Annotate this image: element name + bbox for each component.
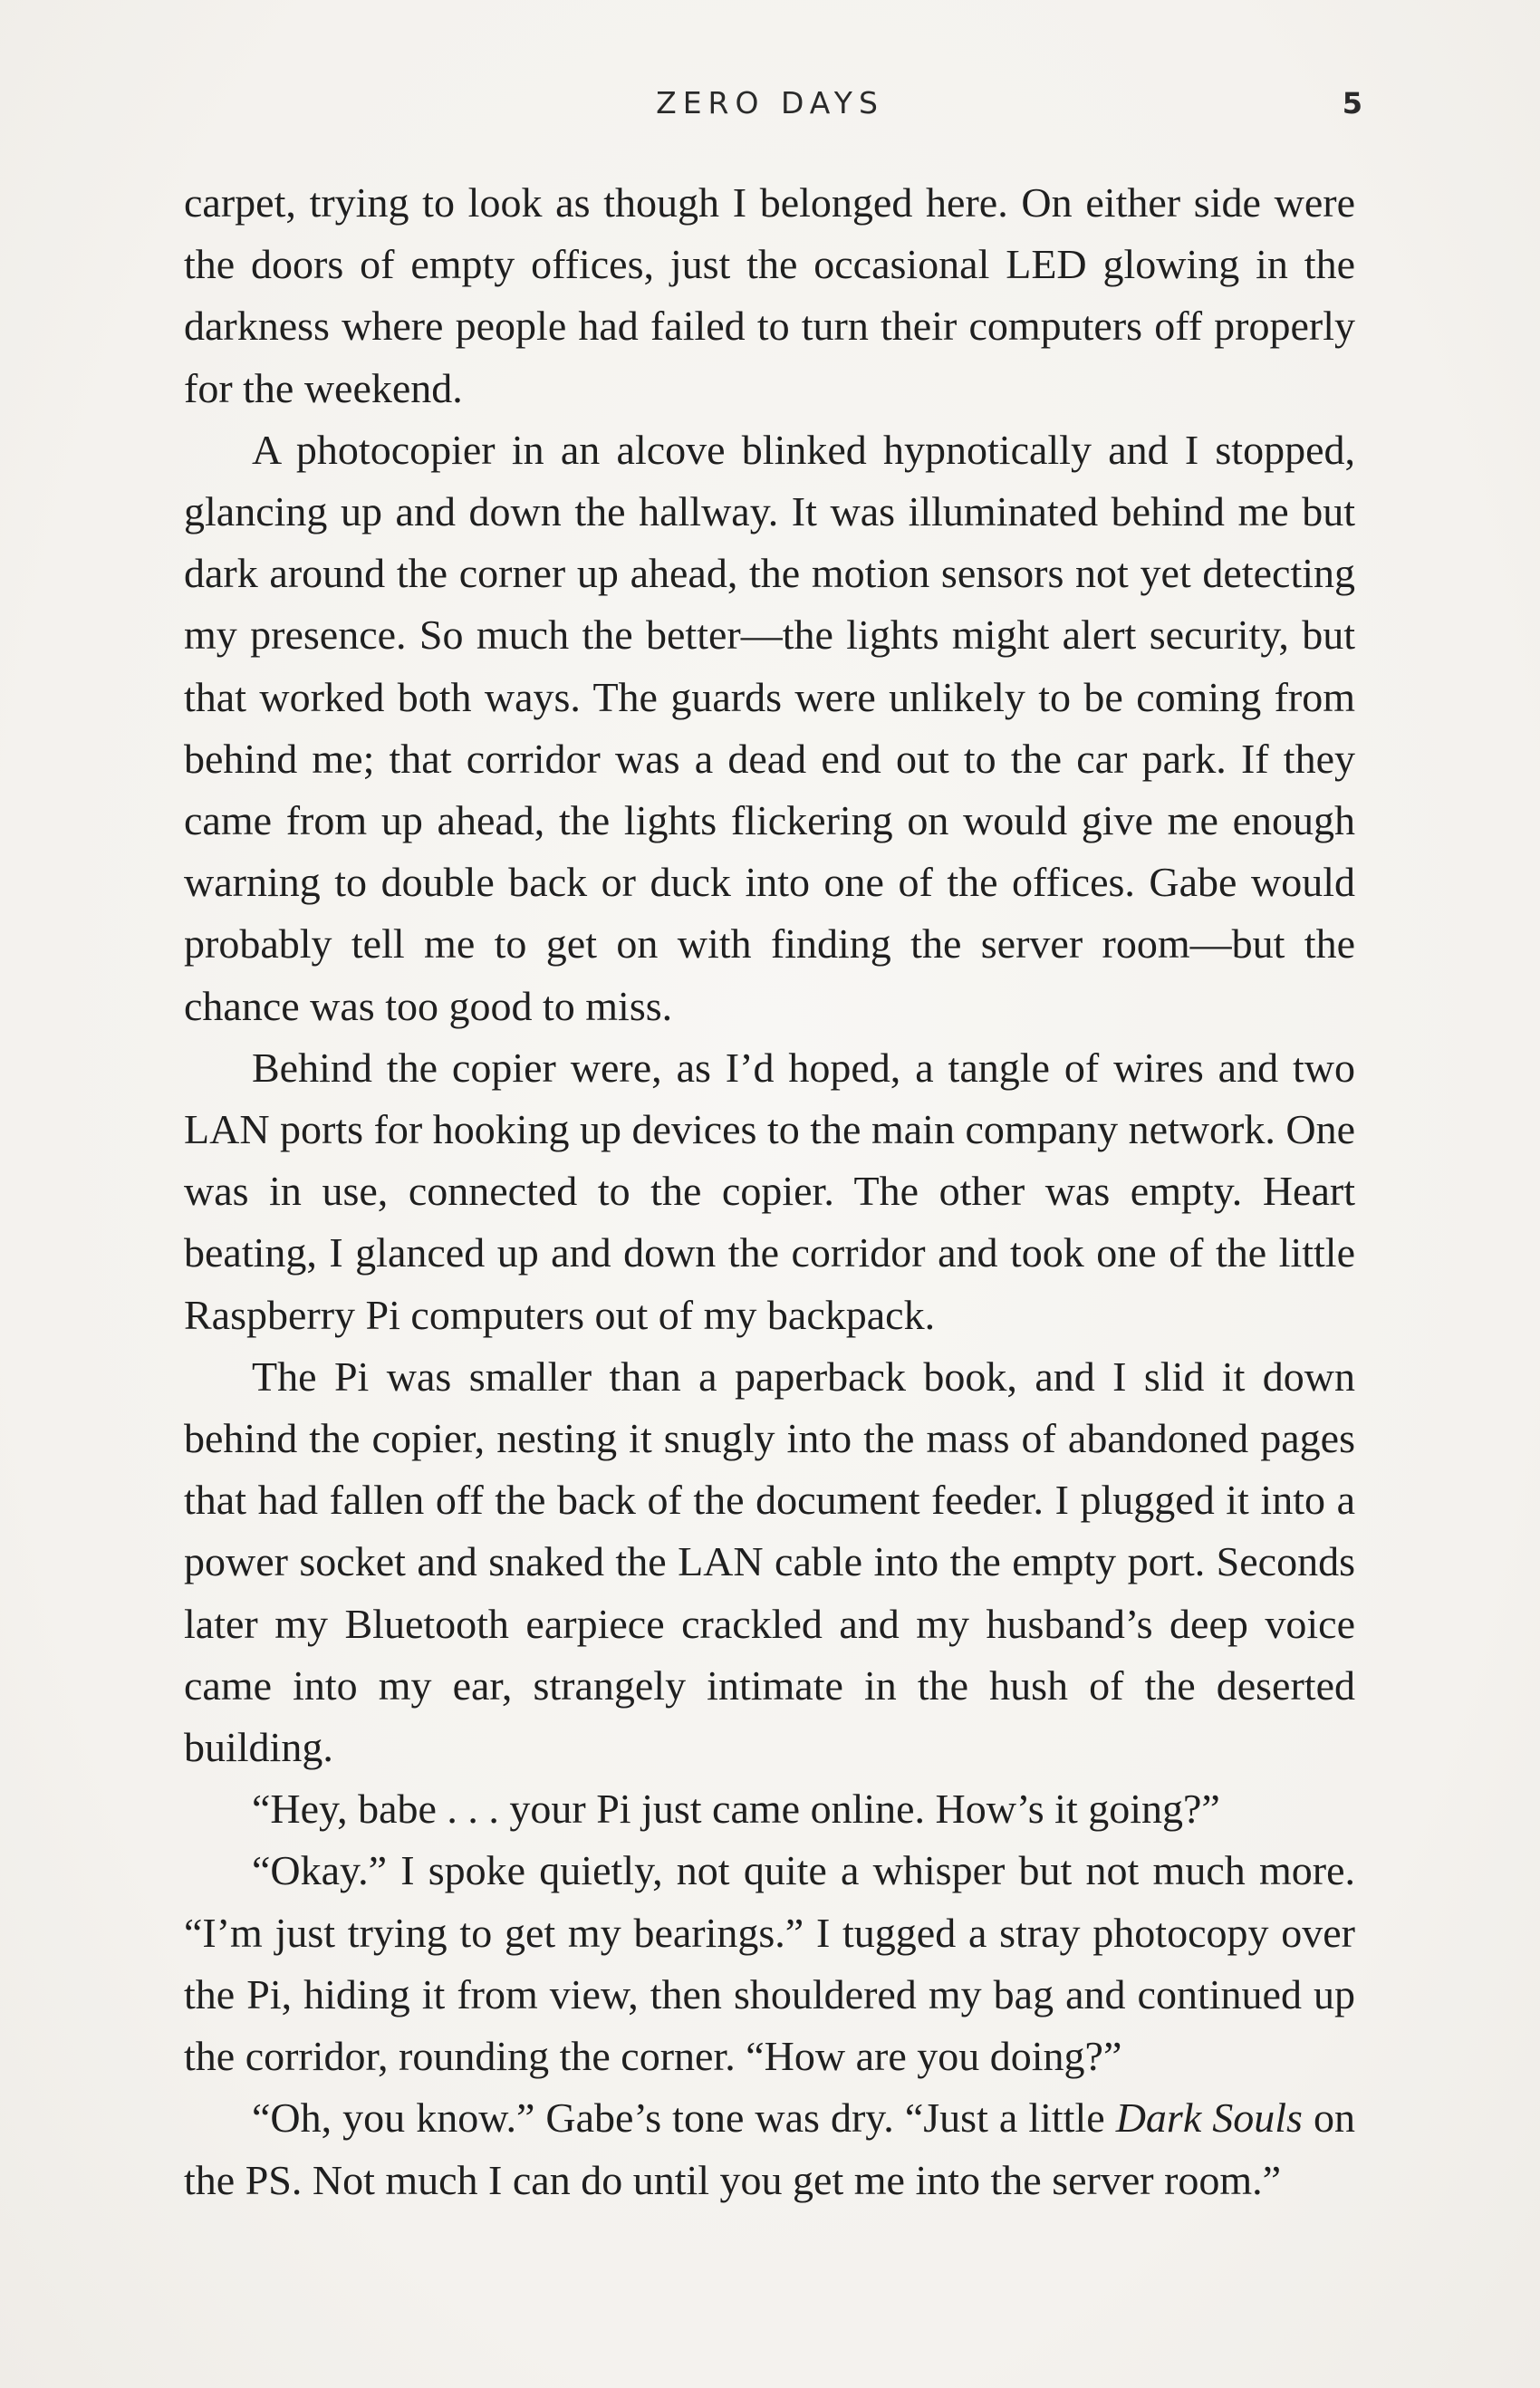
paragraph-3: Behind the copier were, as I’d hoped, a tangle of wires and two LAN ports for hooking up devices to the main company network. One was in use, connected to the copier. The other was empty. Heart beating, I glanced up and down the corridor and took one of the little Raspberry Pi computers out of my backpack. xyxy=(184,1044,1355,1338)
running-head xyxy=(0,83,1540,123)
paragraph-7-end: on the PS. Not much I can do until you get me into the server room.” xyxy=(184,2094,1356,2203)
paragraph-7 xyxy=(184,2087,1355,2210)
paragraph-6: “Okay.” I spoke quietly, not quite a whisper but not much more. “I’m just trying to get my bearings.” I tugged a stray photocopy over the Pi, hiding it from view, then shouldered my bag and continued up the corridor, rounding the corner. “How are you doing?” xyxy=(184,1847,1355,2080)
running-title: ZERO DAYS xyxy=(656,85,884,120)
paragraph-2: A photocopier in an alcove blinked hypnotically and I stopped, glancing up and down the hallway. It was illuminated behind me but dark around the corner up ahead, the motion sensors not yet detecting my presence. So much the better—the lights might alert security, but that worked both ways. The guards were unlikely to be coming from behind me; that corridor was a dead end out to the car park. If they came from up ahead, the lights flickering on would give me enough warning to double back or duck into one of the offices. Gabe would probably tell me to get on with finding the server room—but the chance was too good to miss. xyxy=(184,426,1355,1029)
paragraph-4: The Pi was smaller than a paperback book, and I slid it down behind the copier, nesting it snugly into the mass of abandoned pages that had fallen off the back of the document feeder. I plugged it into a power socket and snaked the LAN cable into the empty port. Seconds later my Bluetooth earpiece crackled and my husband’s deep voice came into my ear, strangely intimate in the hush of the deserted building. xyxy=(184,1353,1355,1771)
paragraph-1: carpet, trying to look as though I belonged here. On either side were the doors of empty offices, just the occasional LED glowing in the darkness where people had failed to turn their computers off properly for the weekend. xyxy=(184,179,1355,411)
paragraph-7-start: “Oh, you know.” Gabe’s tone was dry. “Just a little xyxy=(252,2094,1116,2142)
page-number: 5 xyxy=(1342,86,1362,120)
paragraph-5: “Hey, babe . . . your Pi just came online. How’s it going?” xyxy=(252,1786,1220,1833)
italic-title: Dark Souls xyxy=(1115,2094,1303,2142)
body-text xyxy=(184,172,1355,2211)
